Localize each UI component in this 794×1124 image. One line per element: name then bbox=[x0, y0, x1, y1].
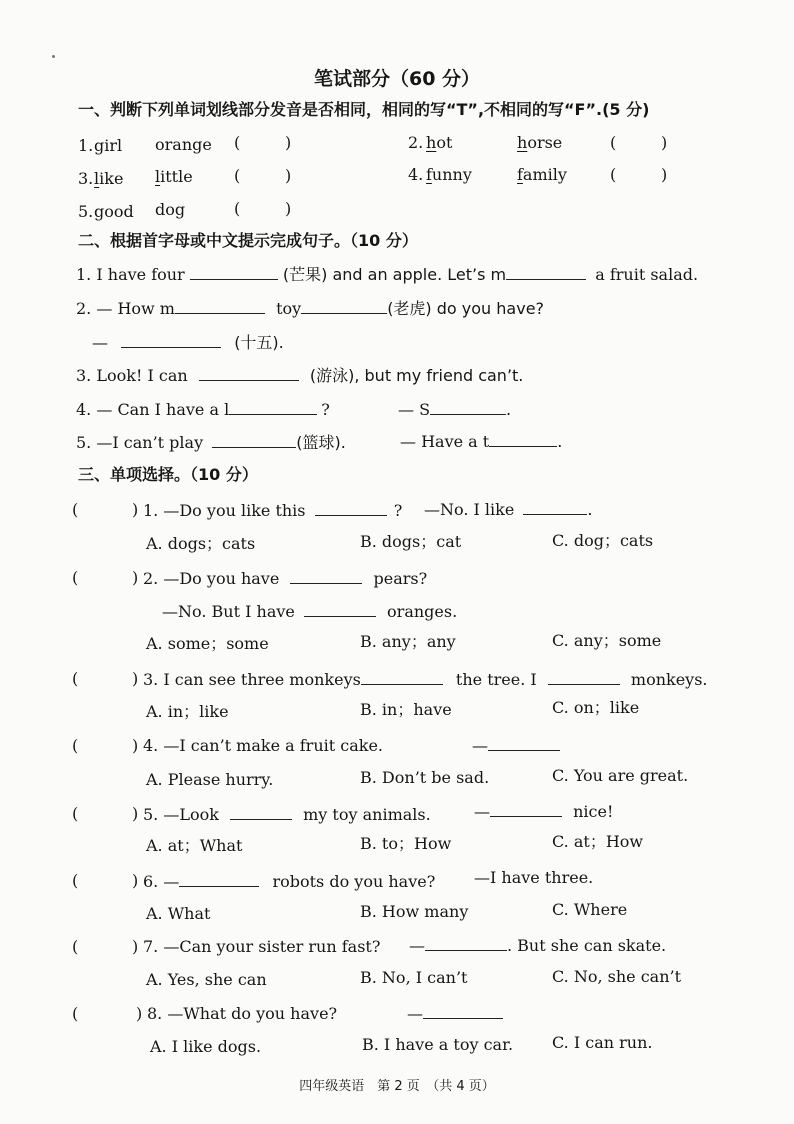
underlined-letter: h bbox=[426, 133, 437, 152]
answer-paren-open: ( bbox=[72, 736, 79, 755]
underlined-letter: l bbox=[94, 169, 100, 188]
section1-heading: 一、判断下列单词划线部分发音是否相同，相同的写“T”,不相同的写“F”.(5 分) bbox=[78, 100, 650, 119]
word-rest: orse bbox=[527, 133, 563, 152]
underlined-letter: h bbox=[517, 133, 528, 152]
option-a[interactable]: A. Yes, she can bbox=[146, 970, 267, 989]
word-b bbox=[517, 133, 562, 153]
fill-question-5: 5. —I can’t play (篮球). bbox=[76, 433, 346, 452]
answer-blank[interactable] bbox=[423, 1003, 503, 1019]
option-b[interactable]: B. I have a toy car. bbox=[362, 1035, 514, 1054]
answer-paren-open: ( bbox=[72, 937, 79, 956]
question-reply: — bbox=[407, 1003, 503, 1024]
word-a: good bbox=[94, 202, 134, 221]
question-reply: —I have three. bbox=[474, 868, 594, 887]
answer-blank[interactable] bbox=[548, 669, 620, 685]
question-stem: 2. —Do you have pears? bbox=[143, 569, 428, 588]
answer-paren-open: ( bbox=[72, 804, 79, 823]
page-footer: 四年级英语 第 2 页 （共 4 页） bbox=[299, 1079, 495, 1094]
answer-paren-close: ) bbox=[132, 669, 139, 688]
option-c[interactable]: C. I can run. bbox=[552, 1033, 653, 1052]
answer-paren-close: ) bbox=[285, 166, 292, 185]
word-b bbox=[517, 165, 567, 185]
word-a: girl bbox=[94, 136, 123, 155]
word-a bbox=[94, 169, 123, 189]
answer-blank[interactable] bbox=[523, 499, 587, 515]
option-c[interactable]: C. at；How bbox=[552, 832, 644, 851]
question-reply: —No. But I have oranges. bbox=[162, 602, 458, 621]
answer-paren-open: ( bbox=[72, 500, 79, 519]
underlined-letter: f bbox=[517, 165, 523, 184]
option-b[interactable]: B. in；have bbox=[360, 700, 452, 719]
answer-paren-open: ( bbox=[72, 568, 79, 587]
answer-blank[interactable] bbox=[488, 735, 560, 751]
option-a[interactable]: A. in；like bbox=[146, 702, 229, 721]
answer-paren-close: ) bbox=[136, 1004, 143, 1023]
answer-blank[interactable] bbox=[175, 298, 265, 314]
scan-speck bbox=[52, 55, 55, 58]
option-a[interactable]: A. at；What bbox=[146, 836, 243, 855]
answer-blank[interactable] bbox=[179, 871, 259, 887]
word-rest: ot bbox=[436, 133, 453, 152]
option-c[interactable]: C. dog；cats bbox=[552, 531, 654, 550]
question-stem: 8. —What do you have? bbox=[147, 1004, 338, 1023]
underlined-letter: l bbox=[155, 167, 161, 186]
word-b: dog bbox=[155, 200, 186, 219]
item-number: 4. bbox=[408, 165, 424, 184]
section3-heading: 三、单项选择。（10 分） bbox=[78, 465, 258, 484]
question-stem: 1. —Do you like this ? bbox=[143, 501, 403, 520]
option-b[interactable]: B. dogs；cat bbox=[360, 532, 462, 551]
question-reply: — nice! bbox=[474, 802, 614, 821]
word-rest: ittle bbox=[160, 167, 193, 186]
answer-blank[interactable] bbox=[490, 801, 562, 817]
fill-question-4: 4. — Can I have a l ? bbox=[76, 400, 330, 419]
underlined-letter: f bbox=[426, 165, 432, 184]
fill-question-5-reply: — Have a t . bbox=[400, 432, 563, 451]
fill-question-2-answer: — (十五). bbox=[92, 333, 284, 352]
answer-blank[interactable] bbox=[361, 669, 443, 685]
answer-paren-close: ) bbox=[661, 133, 668, 152]
answer-paren-open: ( bbox=[234, 133, 241, 152]
item-number: 2. bbox=[408, 133, 424, 152]
answer-blank[interactable] bbox=[489, 431, 557, 447]
question-reply: — . But she can skate. bbox=[409, 936, 667, 955]
answer-paren-open: ( bbox=[72, 669, 79, 688]
answer-blank[interactable] bbox=[290, 568, 362, 584]
answer-paren-open: ( bbox=[234, 166, 241, 185]
answer-paren-close: ) bbox=[132, 804, 139, 823]
answer-paren-open: ( bbox=[610, 133, 617, 152]
answer-blank[interactable] bbox=[199, 365, 299, 381]
fill-question-3: 3. Look! I can (游泳), but my friend can’t. bbox=[76, 366, 524, 385]
answer-blank[interactable] bbox=[304, 601, 376, 617]
item-number: 3. bbox=[78, 169, 94, 188]
answer-blank[interactable] bbox=[301, 298, 387, 314]
answer-blank[interactable] bbox=[425, 935, 507, 951]
answer-paren-close: ) bbox=[285, 199, 292, 218]
item-number: 5. bbox=[78, 202, 94, 221]
option-b[interactable]: B. No, I can’t bbox=[360, 968, 468, 987]
item-number: 1. bbox=[78, 136, 94, 155]
word-a bbox=[426, 133, 452, 153]
fill-question-2: 2. — How m toy (老虎) do you have? bbox=[76, 299, 545, 318]
option-a[interactable]: A. I like dogs. bbox=[150, 1037, 262, 1056]
answer-blank[interactable] bbox=[190, 264, 278, 280]
answer-paren-close: ) bbox=[661, 165, 668, 184]
answer-paren-close: ) bbox=[132, 736, 139, 755]
answer-blank[interactable] bbox=[212, 432, 296, 448]
answer-blank[interactable] bbox=[315, 500, 387, 516]
word-a bbox=[426, 165, 472, 185]
option-a[interactable]: A. Please hurry. bbox=[146, 770, 274, 789]
answer-paren-open: ( bbox=[72, 1004, 79, 1023]
answer-paren-open: ( bbox=[610, 165, 617, 184]
page-title: 笔试部分（60 分） bbox=[313, 68, 481, 90]
question-stem: 5. —Look my toy animals. bbox=[143, 805, 431, 824]
word-rest: unny bbox=[431, 165, 472, 184]
option-a[interactable]: A. What bbox=[146, 904, 211, 923]
word-rest: amily bbox=[522, 165, 567, 184]
option-c[interactable]: C. Where bbox=[552, 900, 628, 919]
option-b[interactable]: B. any；any bbox=[360, 632, 456, 651]
answer-paren-close: ) bbox=[132, 871, 139, 890]
answer-paren-close: ) bbox=[132, 500, 139, 519]
answer-blank[interactable] bbox=[229, 399, 317, 415]
option-c[interactable]: C. No, she can’t bbox=[552, 967, 682, 986]
word-b: orange bbox=[155, 135, 212, 154]
fill-question-4-reply: — S . bbox=[398, 400, 512, 419]
option-a[interactable]: A. dogs；cats bbox=[146, 534, 256, 553]
answer-paren-open: ( bbox=[72, 871, 79, 890]
answer-paren-close: ) bbox=[285, 133, 292, 152]
fill-question-1: 1. I have four (芒果) and an apple. Let’s m a fruit salad. bbox=[76, 265, 699, 284]
option-b[interactable]: B. How many bbox=[360, 902, 469, 921]
answer-paren-close: ) bbox=[132, 568, 139, 587]
question-reply: —No. I like . bbox=[424, 500, 593, 519]
question-stem: 4. —I can’t make a fruit cake. bbox=[143, 736, 384, 755]
option-b[interactable]: B. Don’t be sad. bbox=[360, 768, 490, 787]
answer-paren-close: ) bbox=[132, 937, 139, 956]
word-rest: ike bbox=[99, 169, 124, 188]
answer-blank[interactable] bbox=[430, 399, 506, 415]
question-stem: 7. —Can your sister run fast? bbox=[143, 937, 381, 956]
option-b[interactable]: B. to；How bbox=[360, 834, 452, 853]
answer-paren-open: ( bbox=[234, 199, 241, 218]
section2-heading: 二、根据首字母或中文提示完成句子。（10 分） bbox=[78, 231, 418, 250]
answer-blank[interactable] bbox=[230, 804, 292, 820]
option-c[interactable]: C. on；like bbox=[552, 698, 640, 717]
question-stem: 6. — robots do you have? bbox=[143, 872, 436, 891]
option-c[interactable]: C. You are great. bbox=[552, 766, 689, 785]
word-b bbox=[155, 167, 193, 187]
option-c[interactable]: C. any；some bbox=[552, 631, 662, 650]
answer-blank[interactable] bbox=[506, 264, 586, 280]
answer-blank[interactable] bbox=[121, 332, 221, 348]
question-stem: 3. I can see three monkeys the tree. I monkeys. bbox=[143, 670, 708, 689]
question-reply: — bbox=[472, 735, 560, 756]
option-a[interactable]: A. some；some bbox=[146, 634, 269, 653]
